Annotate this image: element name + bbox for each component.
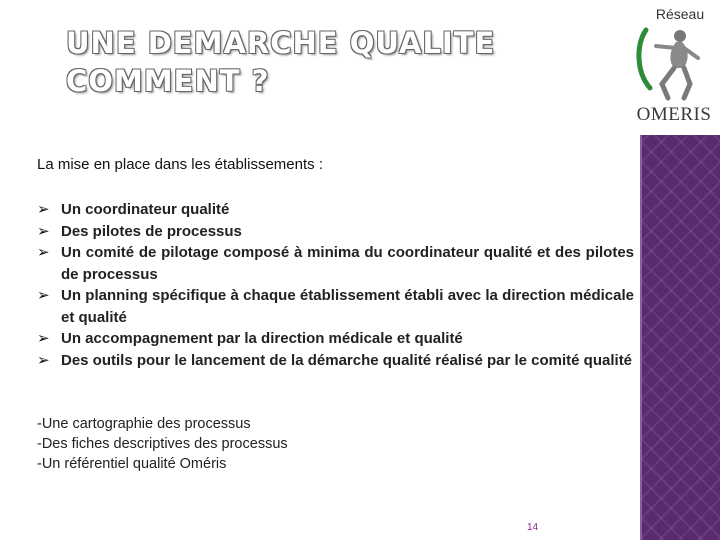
arrow-bullet-icon: ➢ [37, 222, 50, 240]
list-item-text: Un comité de pilotage composé à minima du coordinateur qualité et des pilotes de processus [61, 244, 634, 283]
list-item [37, 221, 634, 243]
logo-top-text: Réseau [655, 6, 705, 22]
discobolus-figure-icon [632, 24, 716, 104]
list-item-text: Des outils pour le lancement de la démarche qualité réalisé par le comité qualité [61, 351, 633, 369]
title-line-2: COMMENT ? [66, 64, 270, 98]
arrow-bullet-icon: ➢ [37, 287, 50, 304]
intro-text: La mise en place dans les établissements : [37, 156, 323, 173]
arrow-bullet-icon: ➢ [37, 330, 50, 347]
slide-title [66, 24, 586, 100]
list-item [37, 350, 634, 372]
list-item-text: Des pilotes de processus [61, 222, 242, 240]
page-number: 14 [527, 522, 539, 533]
list-item-text: Un coordinateur qualité [61, 201, 230, 218]
list-item [37, 285, 634, 328]
list-item [37, 199, 634, 221]
sub-item-list [37, 414, 288, 474]
title-line-1: UNE DEMARCHE QUALITE [66, 26, 496, 60]
list-item [37, 328, 634, 350]
sub-item: -Un référentiel qualité Oméris [37, 456, 227, 472]
arrow-bullet-icon: ➢ [37, 351, 50, 369]
bullet-list [37, 199, 634, 371]
sub-item: -Une cartographie des processus [37, 416, 251, 432]
arrow-bullet-icon: ➢ [37, 244, 50, 261]
list-item-text: Un accompagnement par la direction médicale et qualité [61, 330, 463, 347]
decorative-side-band [642, 135, 720, 540]
omeris-logo [632, 4, 716, 130]
list-item-text: Un planning spécifique à chaque établissement établi avec la direction médicale et qualité [61, 287, 634, 326]
sub-item: -Des fiches descriptives des processus [37, 436, 288, 452]
logo-bottom-text: OMERIS [636, 104, 712, 125]
arrow-bullet-icon: ➢ [37, 201, 50, 218]
list-item [37, 242, 634, 285]
